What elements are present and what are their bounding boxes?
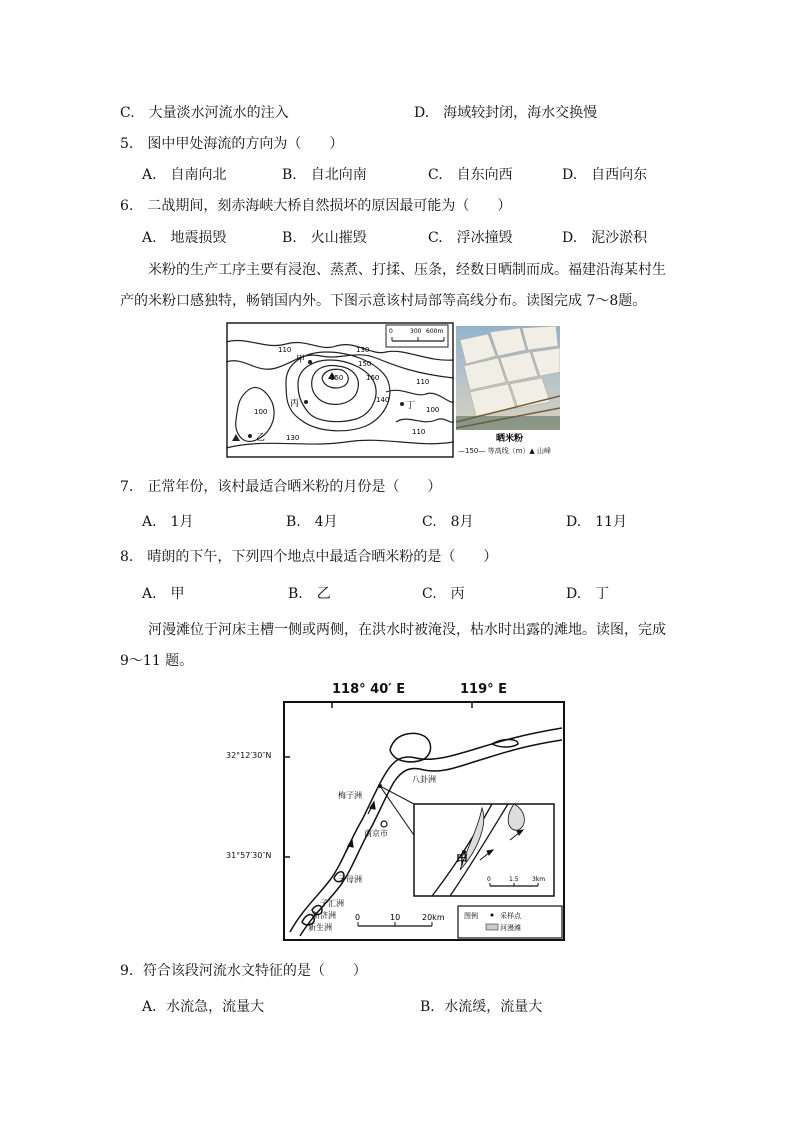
q8-stem: 8. 晴朗的下午，下列四个地点中最适合晒米粉的是（ ） xyxy=(120,549,498,565)
longitude-label-1: 118° 40′ E xyxy=(332,682,406,697)
contour-label: 140 xyxy=(376,396,390,404)
q8-option-a: A. 甲 xyxy=(142,586,185,602)
q7-option-d: D. 11月 xyxy=(566,514,627,530)
label-xinsheng: 新生洲 xyxy=(308,923,332,932)
scale-0: 0 xyxy=(389,328,393,335)
scale-600m: 600m xyxy=(426,328,444,335)
q6-stem: 6. 二战期间，刻赤海峡大桥自然损坏的原因最可能为（ ） xyxy=(120,198,512,214)
q5-option-b: B. 自北向南 xyxy=(282,167,367,183)
inset-scale-1.5: 1.5 xyxy=(509,876,519,883)
q7-option-c: C. 8月 xyxy=(422,514,474,530)
photo-caption: 晒米粉 xyxy=(496,434,524,444)
contour-map xyxy=(226,322,454,458)
river-map xyxy=(282,700,566,942)
q9-option-a: A．水流急，流量大 xyxy=(142,999,265,1015)
q6-option-d: D. 泥沙淤积 xyxy=(562,230,648,246)
point-bing: 丙 xyxy=(290,399,300,409)
scale-main-0: 0 xyxy=(355,913,361,922)
q5-option-c: C. 自东向西 xyxy=(428,167,513,183)
contour-label: 110 xyxy=(278,346,292,354)
passage1-line2: 产的米粉口感独特，畅销国内外。下图示意该村局部等高线分布。读图完成 7～8题。 xyxy=(120,293,647,309)
q5-option-d: D. 自西向东 xyxy=(562,167,648,183)
q8-option-c: C. 丙 xyxy=(422,586,465,602)
contour-label: 110 xyxy=(416,378,430,386)
contour-label: 130 xyxy=(286,434,300,442)
label-meizi: 梅子洲 xyxy=(338,791,362,800)
q7-option-b: B. 4月 xyxy=(286,514,338,530)
q7-option-a: A. 1月 xyxy=(142,514,194,530)
contour-label: 150 xyxy=(330,374,344,382)
scale-300: 300 xyxy=(410,328,422,335)
q5-stem: 5. 图中甲处海流的方向为（ ） xyxy=(120,136,344,152)
contour-label: 100 xyxy=(254,408,268,416)
contour-label: 150 xyxy=(358,360,372,368)
scale-main-10: 10 xyxy=(390,913,401,922)
q7-stem: 7. 正常年份，该村最适合晒米粉的月份是（ ） xyxy=(120,479,442,495)
q4-option-d: D. 海域较封闭，海水交换慢 xyxy=(414,105,598,121)
q6-option-c: C. 浮冰撞毁 xyxy=(428,230,513,246)
contour-legend: —150— 等高线（m）▲ 山峰 xyxy=(458,447,552,455)
point-jia: 甲 xyxy=(296,355,306,365)
label-zimu: 子母洲 xyxy=(338,875,362,884)
legend-title: 图例 xyxy=(464,912,478,920)
q5-option-a: A. 自南向北 xyxy=(142,167,227,183)
passage1-line1: 米粉的生产工序主要有浸泡、蒸煮、打揉、压条，经数日晒制而成。福建沿海某村生 xyxy=(148,262,666,278)
latitude-label-2: 31°57′30″N xyxy=(226,851,272,860)
contour-label: 110 xyxy=(412,428,426,436)
inset-scale-3km: 3km xyxy=(532,876,546,883)
q9-stem: 9．符合该段河流水文特征的是（ ） xyxy=(120,963,367,979)
label-inset-jia: 甲 xyxy=(456,853,469,867)
legend-sample: 采样点 xyxy=(500,912,521,920)
q8-option-d: D. 丁 xyxy=(566,586,610,602)
latitude-label-1: 32°12′30″N xyxy=(226,751,272,760)
contour-label: 130 xyxy=(356,346,370,354)
legend-floodplain: 河漫滩 xyxy=(500,924,521,932)
contour-label: 160 xyxy=(366,374,380,382)
point-yi: 乙 xyxy=(256,433,266,443)
scale-main-20km: 20km xyxy=(422,913,445,922)
rice-noodle-photo xyxy=(456,326,560,446)
label-zihui: 子汇洲 xyxy=(320,899,344,908)
passage2-line1: 河漫滩位于河床主槽一侧或两侧，在洪水时被淹没，枯水时出露的滩地。读图，完成 xyxy=(148,622,666,638)
contour-label: 100 xyxy=(426,406,440,414)
q4-option-c: C. 大量淡水河流水的注入 xyxy=(120,105,289,121)
q8-option-b: B. 乙 xyxy=(288,586,331,602)
label-xinji: 新济洲 xyxy=(312,911,336,920)
label-bagua: 八卦洲 xyxy=(412,775,436,784)
q6-option-a: A. 地震损毁 xyxy=(142,230,227,246)
passage2-line2: 9～11 题。 xyxy=(120,653,194,669)
q9-option-b: B．水流缓，流量大 xyxy=(420,999,543,1015)
q6-option-b: B. 火山摧毁 xyxy=(282,230,367,246)
longitude-label-2: 119° E xyxy=(460,682,508,697)
inset-scale-0: 0 xyxy=(487,876,491,883)
point-ding: 丁 xyxy=(406,401,416,411)
label-nanjing: 南京市 xyxy=(364,829,388,838)
